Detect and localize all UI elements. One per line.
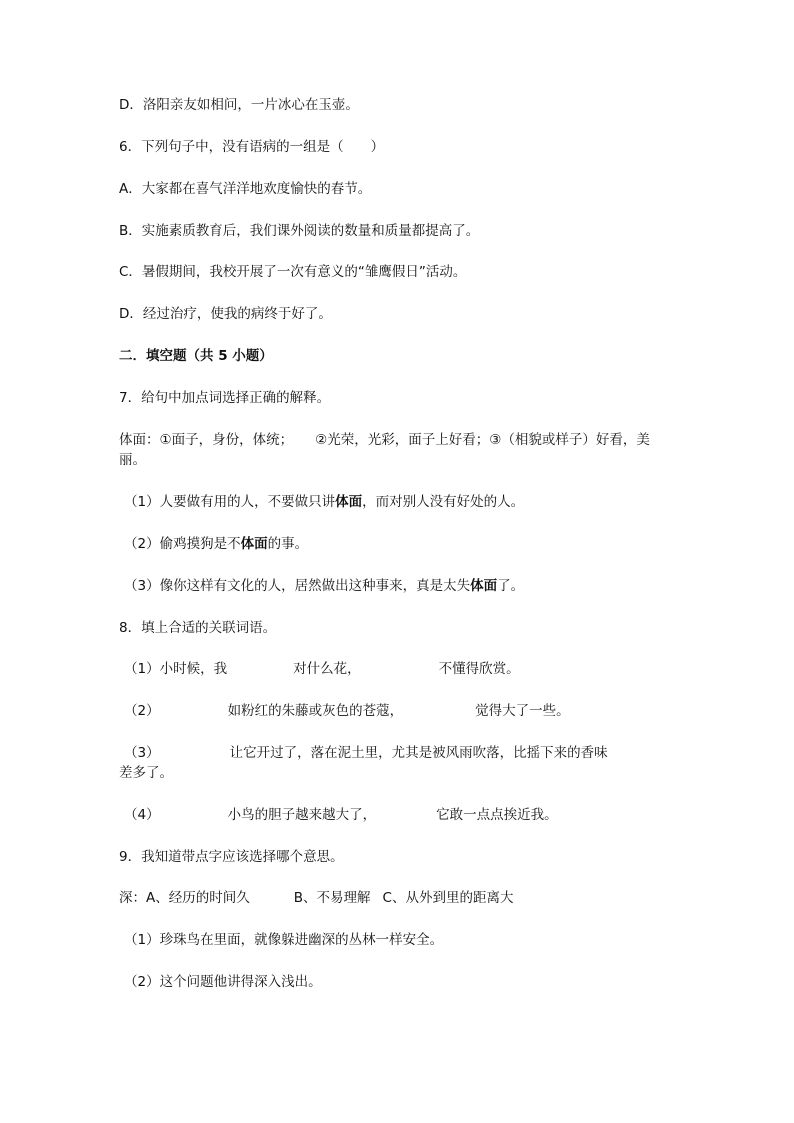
q7-s1-keyword: 体面 xyxy=(335,494,363,510)
q7-s3-text-end: 了。 xyxy=(497,578,525,594)
q6-option-d: D．经过治疗，使我的病终于好了。 xyxy=(119,306,332,322)
q9-def-option-a: A、经历的时间久 xyxy=(146,890,250,906)
q8-s2-text-end: 觉得大了一些。 xyxy=(475,703,570,719)
q7-sentence-3 xyxy=(124,577,524,595)
q8-sentence-1 xyxy=(124,660,520,678)
q7-stem xyxy=(119,389,330,407)
q6-option-c: C．暑假期间，我校开展了一次有意义的“雏鹰假日”活动。 xyxy=(119,264,467,280)
q9-s2-text-end: 入浅出。 xyxy=(267,974,322,990)
q7-definition xyxy=(119,431,650,449)
q9-def-option-b: B、不易理解 xyxy=(293,890,371,906)
q8-sentence-3-cont: 差多了。 xyxy=(119,765,173,781)
q6-stem: 6．下列句子中，没有语病的一组是（ ） xyxy=(119,139,385,155)
q7-def-3: ③（相貌或样子）好看，美 xyxy=(489,432,650,448)
q6-option-a: A．大家都在喜气洋洋地欢度愉快的春节。 xyxy=(119,181,372,197)
q8-s3-num: （3） xyxy=(124,745,160,761)
q6-option-b: B．实施素质教育后，我们课外阅读的数量和质量都提高了。 xyxy=(119,223,480,239)
q7-s2-text: （2）偷鸡摸狗是不 xyxy=(124,536,241,552)
q7-sentence-2 xyxy=(124,535,308,553)
q8-s4-text: 小鸟的胆子越来越大了， xyxy=(227,807,377,823)
q9-stem: 9．我知道带点字应该选择哪个意思。 xyxy=(119,849,344,865)
q9-def-option-c: C、从外到里的距离大 xyxy=(382,890,514,906)
q7-s3-keyword: 体面 xyxy=(470,578,498,594)
q9-sentence-2 xyxy=(124,973,322,991)
q9-s1-text: （1）珍珠鸟在里面，就像躲进幽 xyxy=(124,932,322,948)
q9-definition xyxy=(119,889,513,907)
q8-s1-text: （1）小时候，我 xyxy=(124,661,228,677)
q7-definition-cont: 丽。 xyxy=(119,452,146,468)
q8-s4-num: （4） xyxy=(124,807,160,823)
q8-s1-text-end: 不懂得欣赏。 xyxy=(438,661,520,677)
q7-s1-text-end: ，而对别人没有好处的人。 xyxy=(362,494,525,510)
q7-s2-text-end: 的事。 xyxy=(267,536,309,552)
q7-def-label: 体面： xyxy=(119,432,160,448)
q7-s3-text: （3）像你这样有文化的人，居然做出这种事来，真是太失 xyxy=(124,578,471,594)
q8-s2-num: （2） xyxy=(124,703,160,719)
q7-stem-part2: 词选择正确的解释。 xyxy=(208,390,331,406)
q7-def-2: ②光荣，光彩，面子上好看； xyxy=(315,432,490,448)
q8-s1-text-mid: 对什么花， xyxy=(293,661,361,677)
q7-s1-text: （1）人要做有用的人，不要做只讲 xyxy=(124,494,336,510)
q8-s4-text-end: 它敢一点点挨近我。 xyxy=(436,807,558,823)
q7-s2-keyword: 体面 xyxy=(240,536,268,552)
q8-sentence-2 xyxy=(124,702,570,720)
q9-s1-text-end: 的丛林一样安全。 xyxy=(335,932,444,948)
q5-option-d: D．洛阳亲友如相问，一片冰心在玉壶。 xyxy=(119,97,359,113)
q9-def-label: 深： xyxy=(119,890,146,906)
q8-stem: 8．填上合适的关联词语。 xyxy=(119,620,277,636)
q9-s2-text: （2）这个问题他讲得 xyxy=(124,974,255,990)
q8-sentence-4 xyxy=(124,806,558,824)
section-2-heading: 二．填空题（共 5 小题） xyxy=(119,348,273,364)
q8-s2-text: 如粉红的朱藤或灰色的苍蔻， xyxy=(227,703,404,719)
q8-sentence-3 xyxy=(124,744,608,762)
q7-sentence-1 xyxy=(124,493,524,511)
q7-stem-dot-word: 点 xyxy=(195,390,209,406)
q7-def-1: ①面子，身份，体统； xyxy=(159,432,294,448)
q9-s2-keyword: 深 xyxy=(254,974,268,990)
q7-stem-part1: 7．给句中加 xyxy=(119,390,196,406)
q8-s3-text: 让它开过了，落在泥土里，尤其是被风雨吹落，比摇下来的香味 xyxy=(229,745,608,761)
q9-sentence-1 xyxy=(124,931,443,949)
q9-s1-keyword: 深 xyxy=(321,932,336,948)
